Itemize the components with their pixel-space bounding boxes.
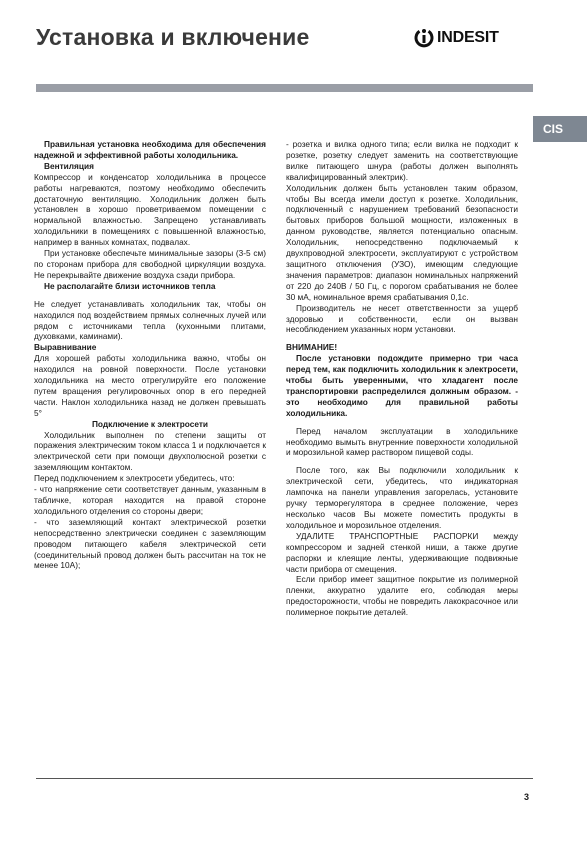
cleaning-text: Перед началом эксплуатации в холодильнике необходимо вымыть внутренние поверхности холодильной и морозильной камер раствором пищевой соды. [286,425,518,458]
brand-logo [414,28,499,48]
intro-text: Правильная установка необходима для обеспечения надежной и эффективной работы холодильника. [34,139,266,160]
installation-text: Холодильник должен быть установлен таким образом, чтобы Вы всегда имели доступ к розетке. Холодильник, подключенный с нарушением требований безопасности бытовых приборов большой мощности, изложенных в данном руководстве, является потенциально опасным. Холодильник, непосредственно подключаемый к двухпроводной электросети, эксплуатируют с устройством защитного отключения (УЗО), имеющим следующие значения параметров: диапазон номинальных напряжений от 220 до 240В / 50 Гц, с порогом срабатывания не более 30 мА, номинальное время срабатывания 0,1с. [286,182,518,302]
liability-text: Производитель не несет ответственности за ущерб здоровью и собственности, если он вызван несоблюдением указанных норм установки. [286,302,518,335]
ventilation-text-2: При установке обеспечьте минимальные зазоры (3-5 см) по сторонам прибора для свободной циркуляции воздуха. Не перекрывайте движение воздуха сзади прибора. [34,248,266,280]
electric-heading: Подключение к электросети [91,418,209,429]
leveling-heading: Выравнивание [34,342,97,353]
warning-heading: ВНИМАНИЕ! [286,342,338,353]
leveling-text: Для хорошей работы холодильника важно, чтобы он находился на ровной поверхности. После установки холодильника на место отрегулируйте его положение путем вращения регулировочных опор в его передней части. Наклон холодильника назад не должен превышать 5° [34,353,266,418]
page-title: Установка и включение [36,24,310,50]
brand-logo-icon [414,28,434,48]
page-number: 3 [524,792,530,802]
electric-bullet-2: - что заземляющий контакт электрической розетки непосредственно электрически соединен с заземляющим проводом питающего кабеля электрической сети (соединительный провод должен быть рассчитан на ток не менее 10А); [34,516,266,571]
electric-text: Холодильник выполнен по степени защиты от поражения электрическим током класса 1 и подключается к электрической сети при помощи двухполюсной розетки с заземляющим контактом. [34,429,266,473]
left-column [34,139,266,571]
header-divider [36,84,533,92]
electric-text-2: Перед подключением к электросети убедитесь, что: [34,473,235,484]
socket-text: - розетка и вилка одного типа; если вилка не подходит к розетке, розетку следует заменить на соответствующие вилке питающего шнура (работы должен выполнять квалифицированный электрик). [286,139,518,182]
transport-spacers-text: УДАЛИТЕ ТРАНСПОРТНЫЕ РАСПОРКИ между компрессором и задней стенкой ниши, а также другие распорки и клеящие ленты, удерживающие подвижные части прибора от смещения. [286,530,518,574]
startup-text: После того, как Вы подключили холодильник к электрической сети, убедитесь, что индикаторная лампочка на панели управления загорелась, установите ручку терморегулятора в среднее положение, через несколько часов Вы можете поместить продукты в холодильное и морозильное отделения. [286,465,518,530]
brand-name: INDESIT [437,29,499,46]
protective-film-text: Если прибор имеет защитное покрытие из полимерной пленки, аккуратно удалите его, соблюдая меры предосторожности, чтобы не повредить лакокрасочное или полимерное покрытие деталей. [286,574,518,618]
heat-text: Не следует устанавливать холодильник так, чтобы он находился под воздействием прямых солнечных лучей или рядом с источниками тепла (кухонными плитами, духовками, каминами). [34,298,266,342]
footer-divider [36,778,533,779]
warning-text: После установки подождите примерно три часа перед тем, как подключить холодильник к электросети, чтобы быть уверенными, что хладагент после транспортировки распределился должным образом. - это необходимо для правильной работы холодильника. [286,353,518,418]
ventilation-text: Компрессор и конденсатор холодильника в процессе работы нагреваются, поэтому необходимо обеспечить достаточную вентиляцию. Холодильник должен быть установлен в хорошо проветриваемом помещении с нормальной влажностью. Запрещено устанавливать холодильники в помещениях с повышенной влажностью, например в ванных комнатах, подвалах. [34,171,266,248]
electric-bullet-1: - что напряжение сети соответствует данным, указанным в табличке, которая находится на правой стороне холодильного отделения со стороны двери; [34,484,266,516]
right-column [286,139,518,618]
heat-heading: Не располагайте близи источников тепла [44,280,216,291]
ventilation-heading: Вентиляция [44,160,94,171]
language-tab: CIS [533,116,587,142]
